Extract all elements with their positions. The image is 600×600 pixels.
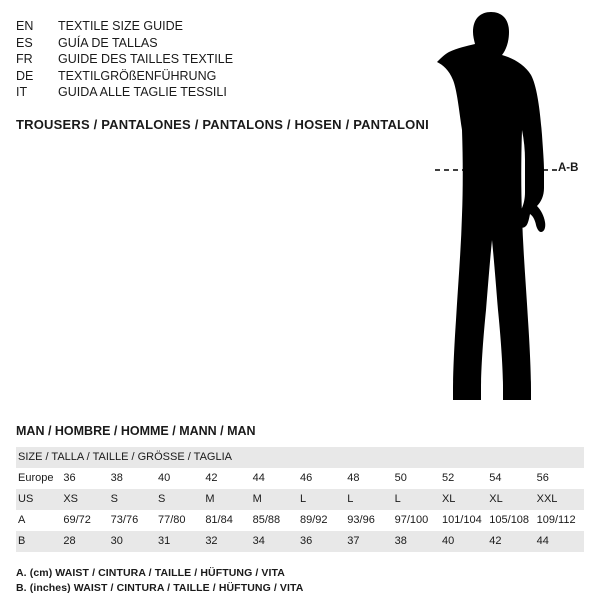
table-cell: 81/84 xyxy=(205,514,233,526)
table-cell: L xyxy=(347,489,394,510)
table-cell: 38 xyxy=(110,472,123,484)
language-code: EN xyxy=(16,19,34,33)
table-row-label: Europe xyxy=(18,472,54,484)
language-label: TEXTILE SIZE GUIDE xyxy=(58,19,184,33)
table-cell: 28 xyxy=(63,531,110,552)
table-cell: 89/92 xyxy=(299,514,328,526)
language-code: DE xyxy=(16,68,34,83)
measurement-notes xyxy=(16,566,584,596)
language-row xyxy=(16,35,233,52)
table-cell: 77/80 xyxy=(157,514,186,526)
table-cell: 73/76 xyxy=(110,514,139,526)
size-table-section xyxy=(16,424,584,596)
table-cell: 69/72 xyxy=(63,514,91,526)
language-row xyxy=(16,18,233,35)
table-cell: 105/108 xyxy=(489,514,530,526)
language-label: GUÍA DE TALLAS xyxy=(58,35,158,50)
table-cell: 46 xyxy=(299,472,313,484)
table-cell: XS xyxy=(63,489,110,510)
language-code: IT xyxy=(16,85,28,99)
product-title: TROUSERS / PANTALONES / PANTALONS / HOSEN / PANTALONI xyxy=(16,116,429,132)
table-cell: L xyxy=(395,489,442,510)
table-cell: 52 xyxy=(441,472,455,484)
size-table xyxy=(16,447,584,552)
table-cell: 40 xyxy=(157,472,171,484)
table-cell: 48 xyxy=(347,472,360,484)
man-silhouette-icon xyxy=(395,10,590,410)
table-cell: XL xyxy=(489,489,536,510)
measure-label-ab: A-B xyxy=(558,162,579,174)
table-cell: S xyxy=(158,489,205,510)
table-cell: 109/112 xyxy=(536,514,576,526)
table-cell: 42 xyxy=(489,531,536,552)
table-row-label: US xyxy=(16,489,63,510)
table-cell: 30 xyxy=(111,531,158,552)
table-cell: L xyxy=(300,489,347,510)
language-row xyxy=(16,51,233,68)
table-row-label: A xyxy=(18,514,26,526)
table-cell: 36 xyxy=(300,531,347,552)
language-row xyxy=(16,68,233,85)
note-b: B. (inches) WAIST / CINTURA / TAILLE / HÜFTUNG / VITA xyxy=(16,582,304,594)
language-header-table xyxy=(16,18,233,101)
language-label: GUIDE DES TAILLES TEXTILE xyxy=(58,52,234,66)
table-cell: 56 xyxy=(536,472,549,484)
note-a: A. (cm) WAIST / CINTURA / TAILLE / HÜFTUNG / VITA xyxy=(16,567,285,579)
table-cell: 34 xyxy=(253,531,300,552)
table-row xyxy=(16,531,584,552)
table-cell: 44 xyxy=(537,531,584,552)
table-cell: 37 xyxy=(347,531,394,552)
table-row-label: B xyxy=(16,531,63,552)
table-cell: 38 xyxy=(395,531,442,552)
table-cell: 40 xyxy=(442,531,489,552)
table-cell: M xyxy=(205,489,252,510)
table-cell: 44 xyxy=(252,472,265,484)
table-cell: 36 xyxy=(63,472,76,484)
language-row xyxy=(16,84,233,101)
language-label: TEXTILGRÖßENFÜHRUNG xyxy=(58,68,217,83)
table-cell: 31 xyxy=(158,531,205,552)
language-code: FR xyxy=(16,52,33,66)
table-cell: 50 xyxy=(394,472,407,484)
table-row-label: SIZE / TALLA / TAILLE / GRÖSSE / TAGLIA xyxy=(16,447,584,468)
table-cell: XXL xyxy=(537,489,584,510)
table-cell: XL xyxy=(442,489,489,510)
language-label: GUIDA ALLE TAGLIE TESSILI xyxy=(58,85,227,99)
table-cell: 93/96 xyxy=(347,514,375,526)
table-cell: 32 xyxy=(205,531,252,552)
group-title: MAN / HOMBRE / HOMME / MANN / MAN xyxy=(16,424,256,438)
table-row xyxy=(16,489,584,510)
table-row xyxy=(16,510,584,531)
language-rows xyxy=(16,18,233,101)
figure-illustration xyxy=(395,10,590,410)
table-row-header xyxy=(16,447,584,468)
table-cell: 85/88 xyxy=(252,514,281,526)
language-code: ES xyxy=(16,35,33,50)
table-cell: M xyxy=(253,489,300,510)
table-cell: S xyxy=(111,489,158,510)
table-cell: 97/100 xyxy=(394,514,429,526)
table-cell: 54 xyxy=(489,472,502,484)
table-cell: 101/104 xyxy=(441,514,482,526)
table-row xyxy=(16,468,584,489)
table-cell: 42 xyxy=(205,472,218,484)
